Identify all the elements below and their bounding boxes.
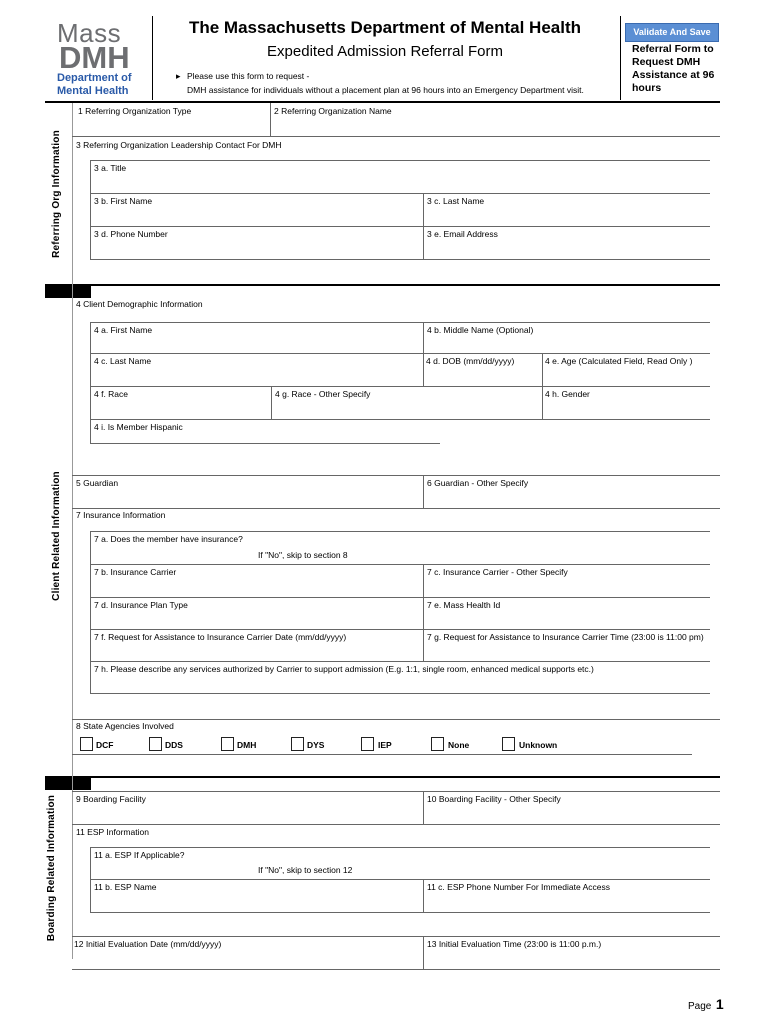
label-client-age: 4 e. Age (Calculated Field, Read Only ) (545, 356, 693, 366)
label-esp-applicable: 11 a. ESP If Applicable? (94, 850, 185, 860)
field-boarding-facility-other[interactable] (424, 792, 720, 823)
content-left-border (72, 103, 73, 959)
field-boarding-facility[interactable] (73, 792, 422, 823)
label-esp-name: 11 b. ESP Name (94, 882, 157, 892)
label-state-agencies: 8 State Agencies Involved (76, 721, 174, 731)
label-insurance-info: 7 Insurance Information (76, 510, 166, 520)
label-is-hispanic: 4 i. Is Member Hispanic (94, 422, 183, 432)
label-phone-number: 3 d. Phone Number (94, 229, 168, 239)
logo-dept-line2: Mental Health (57, 85, 129, 97)
intro-line-2: DMH assistance for individuals without a placement plan at 96 hours into an Emergency Department visit. (187, 85, 584, 95)
label-referring-org-name: 2 Referring Organization Name (274, 106, 392, 116)
checkbox-label-dcf: DCF (96, 740, 114, 750)
field-initial-eval-time[interactable] (424, 937, 720, 968)
rule-4-bottom (90, 443, 440, 444)
logo-dmh-text: DMH (59, 40, 130, 75)
field-referring-org-name[interactable] (271, 104, 719, 135)
field-guardian-other[interactable] (424, 476, 720, 507)
label-guardian: 5 Guardian (76, 478, 119, 488)
field-title[interactable] (91, 161, 710, 192)
label-carrier-request-time: 7 g. Request for Assistance to Insurance Carrier Time (23:00 is 11:00 pm) (427, 632, 704, 642)
rule-12-bottom (72, 969, 720, 970)
rule-8-top (72, 719, 720, 720)
field-mass-health-id[interactable] (424, 598, 710, 628)
checkbox-unknown[interactable] (502, 737, 515, 751)
field-race-other[interactable] (272, 387, 541, 418)
page-subtitle: Expedited Admission Referral Form (267, 43, 503, 60)
label-guardian-other: 6 Guardian - Other Specify (427, 478, 529, 488)
label-esp-phone: 11 c. ESP Phone Number For Immediate Access (427, 882, 610, 892)
page-number-value: 1 (715, 996, 724, 1012)
checkbox-none[interactable] (431, 737, 444, 751)
label-carrier-request-date: 7 f. Request for Assistance to Insurance Carrier Date (mm/dd/yyyy) (94, 632, 347, 642)
logo-dept-line1: Department of (57, 72, 132, 84)
checkbox-dcf[interactable] (80, 737, 93, 751)
field-gender[interactable] (543, 387, 710, 418)
checkbox-label-none: None (448, 740, 470, 750)
checkbox-label-unknown: Unknown (519, 740, 558, 750)
field-client-middle-name[interactable] (424, 323, 710, 352)
field-insurance-carrier-other[interactable] (424, 565, 710, 596)
label-has-insurance: 7 a. Does the member have insurance? (94, 534, 243, 544)
note-skip-to-12: If "No", skip to section 12 (258, 865, 353, 875)
label-gender: 4 h. Gender (545, 389, 590, 399)
label-initial-eval-date: 12 Initial Evaluation Date (mm/dd/yyyy) (74, 939, 222, 949)
page-number (688, 996, 724, 1014)
field-referring-org-type[interactable] (73, 104, 269, 135)
checkbox-label-dys: DYS (307, 740, 325, 750)
page-label: Page (688, 1001, 712, 1012)
side-note: Referral Form to Request DMH Assistance at 96 hours (632, 43, 715, 94)
rule-11-top (72, 824, 720, 825)
top-rule (45, 101, 720, 103)
field-carrier-request-time[interactable] (424, 630, 720, 660)
label-race: 4 f. Race (94, 389, 129, 399)
section-label-boarding: Boarding Related Information (46, 794, 57, 942)
label-esp-info: 11 ESP Information (76, 827, 149, 837)
field-email-address[interactable] (424, 227, 710, 258)
field-race[interactable] (91, 387, 270, 418)
label-contact-first-name: 3 b. First Name (94, 196, 153, 206)
field-initial-eval-date[interactable] (73, 937, 422, 968)
label-insurance-carrier: 7 b. Insurance Carrier (94, 567, 177, 577)
field-esp-name[interactable] (91, 880, 422, 911)
label-insurance-plan-type: 7 d. Insurance Plan Type (94, 600, 188, 610)
field-insurance-plan-type[interactable] (91, 598, 422, 628)
header-divider-right (620, 16, 621, 100)
field-contact-first-name[interactable] (91, 194, 422, 225)
field-phone-number[interactable] (91, 227, 422, 258)
field-has-insurance[interactable] (91, 532, 710, 563)
field-is-hispanic[interactable] (91, 420, 440, 442)
label-client-demographic: 4 Client Demographic Information (76, 299, 203, 309)
field-client-age (543, 354, 720, 385)
section-rule-boarding (91, 776, 720, 778)
checkbox-iep[interactable] (361, 737, 374, 751)
rule-11-bottom (90, 912, 710, 913)
label-race-other: 4 g. Race - Other Specify (275, 389, 371, 399)
dmh-logo (55, 18, 150, 100)
label-leadership-contact: 3 Referring Organization Leadership Contact For DMH (76, 140, 282, 150)
label-insurance-carrier-other: 7 c. Insurance Carrier - Other Specify (427, 567, 568, 577)
field-guardian[interactable] (73, 476, 422, 507)
checkbox-dds[interactable] (149, 737, 162, 751)
label-boarding-facility: 9 Boarding Facility (76, 794, 146, 804)
validate-and-save-button[interactable]: Validate And Save (625, 23, 719, 42)
checkbox-label-iep: IEP (378, 740, 392, 750)
logo-mass-text: Mass (57, 18, 122, 48)
checkbox-dmh[interactable] (221, 737, 234, 751)
label-client-first-name: 4 a. First Name (94, 325, 153, 335)
label-client-dob: 4 d. DOB (mm/dd/yyyy) (426, 356, 515, 366)
page-title: The Massachusetts Department of Mental Health (188, 18, 582, 37)
label-email-address: 3 e. Email Address (427, 229, 498, 239)
label-authorized-services: 7 h. Please describe any services authorized by Carrier to support admission (E.g. 1:1, single room, enhanced medical supports etc.) (94, 664, 594, 674)
checkbox-label-dmh: DMH (237, 740, 257, 750)
rule-3-bottom (90, 259, 710, 260)
field-authorized-services[interactable] (91, 662, 710, 692)
label-client-last-name: 4 c. Last Name (94, 356, 152, 366)
field-insurance-carrier[interactable] (91, 565, 422, 596)
field-client-first-name[interactable] (91, 323, 422, 352)
field-client-dob[interactable] (424, 354, 541, 385)
field-carrier-request-date[interactable] (91, 630, 422, 660)
note-skip-to-8: If "No", skip to section 8 (258, 550, 348, 560)
field-contact-last-name[interactable] (424, 194, 710, 225)
label-initial-eval-time: 13 Initial Evaluation Time (23:00 is 11:00 p.m.) (427, 939, 602, 949)
rule-7-top (72, 508, 720, 509)
label-referring-org-type: 1 Referring Organization Type (78, 106, 192, 116)
bullet-icon: ▸ (176, 71, 181, 81)
section-bar-client (45, 284, 91, 298)
intro-line-1: Please use this form to request - (187, 71, 310, 81)
rule-after-2 (72, 136, 720, 137)
rule-7-bottom (90, 693, 710, 694)
rule-8-bottom (72, 754, 692, 755)
section-label-client: Client Related Information (51, 471, 62, 601)
label-client-middle-name: 4 b. Middle Name (Optional) (427, 325, 534, 335)
label-boarding-facility-other: 10 Boarding Facility - Other Specify (427, 794, 561, 804)
label-mass-health-id: 7 e. Mass Health Id (427, 600, 501, 610)
checkbox-label-dds: DDS (165, 740, 183, 750)
field-esp-phone[interactable] (424, 880, 710, 911)
section-rule-client (91, 284, 720, 286)
section-label-referring: Referring Org Information (51, 130, 62, 258)
label-contact-last-name: 3 c. Last Name (427, 196, 485, 206)
field-esp-applicable[interactable] (91, 848, 710, 878)
label-title: 3 a. Title (94, 163, 127, 173)
checkbox-dys[interactable] (291, 737, 304, 751)
field-client-last-name[interactable] (91, 354, 422, 385)
